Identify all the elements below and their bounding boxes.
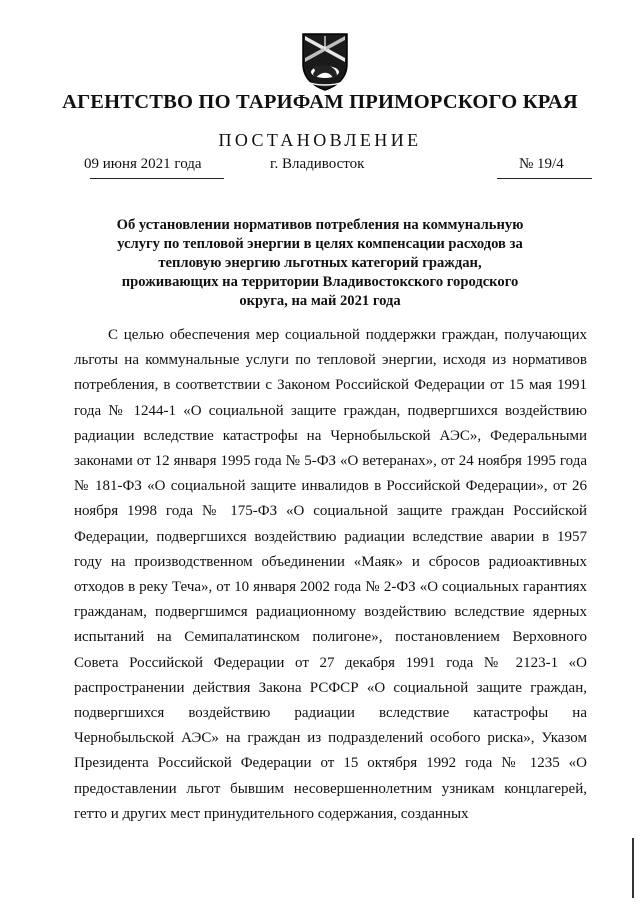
scan-edge-mark	[632, 838, 634, 898]
coat-of-arms-icon	[299, 30, 351, 92]
document-number: № 19/4	[519, 156, 564, 172]
date-underline	[90, 178, 224, 179]
agency-name: АГЕНТСТВО ПО ТАРИФАМ ПРИМОРСКОГО КРАЯ	[62, 91, 578, 113]
document-city: г. Владивосток	[270, 156, 365, 172]
document-date: 09 июня 2021 года	[84, 156, 202, 172]
number-underline	[497, 178, 592, 179]
body-paragraph: С целью обеспечения мер социальной поддержки граждан, получающих льготы на коммунальные услуги по тепловой энергии, исходя из нормативов потребления, в соответствии с Законом Российской Федерации от 15 мая 1991 года № 1244-1 «О социальной защите граждан, подвергшихся воздействию радиации вследствие катастрофы на Чернобыльской АЭС», Федеральными законами от 12 января 1995 года № 5-ФЗ «О ветеранах», от 24 ноября 1995 года № 181-ФЗ «О социальной защите инвалидов в Российской Федерации», от 26 ноября 1998 года № 175-ФЗ «О социальной защите граждан Российской Федерации, подвергшихся воздействию радиации вследствие аварии в 1957 году на производственном объединении «Маяк» и сбросов радиоактивных отходов в реку Теча», от 10 января 2002 года № 2-ФЗ «О социальных гарантиях гражданам, подвергшимся радиационному воздействию вследствие ядерных испытаний на Семипалатинском полигоне», постановлением Верховного Совета Российской Федерации от 27 декабря 1991 года № 2123-1 «О распространении действия Закона РСФСР «О социальной защите граждан, подвергшихся воздействию радиации вследствие катастрофы на Чернобыльской АЭС» на граждан из подразделений особого риска», Указом Президента Российской Федерации от 15 октября 1992 года № 1235 «О предоставлении льгот бывшим несовершеннолетним узникам концлагерей, гетто и других мест принудительного содержания, созданных	[74, 327, 587, 822]
document-title: Об установлении нормативов потребления на коммунальную услугу по тепловой энергии в целях компенсации расходов за тепловую энергию льготных категорий граждан, проживающих на территории Владивостокского городского округа, на май 2021 года	[116, 217, 524, 309]
document-type: ПОСТАНОВЛЕНИЕ	[218, 130, 422, 150]
